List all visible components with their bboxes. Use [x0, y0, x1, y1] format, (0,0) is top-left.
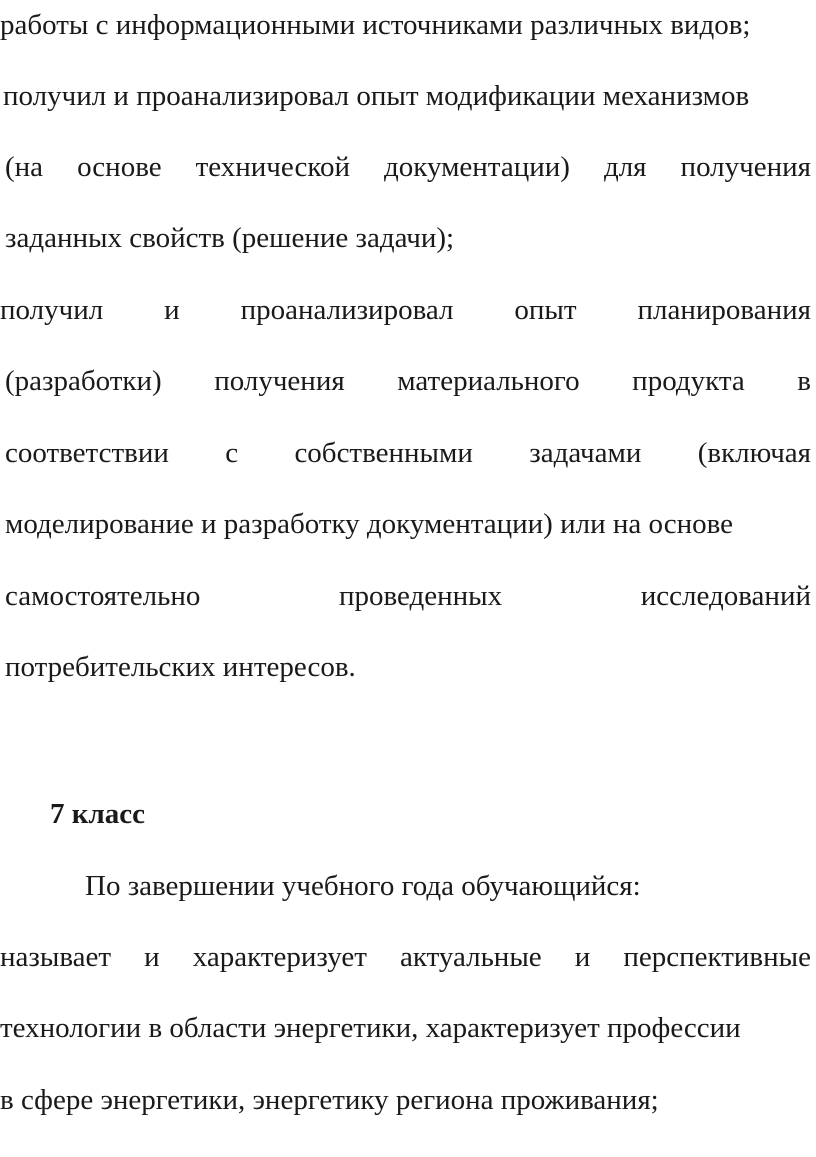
word: (разработки): [5, 365, 162, 397]
word: задачами: [529, 437, 642, 469]
text-line-justified: [5, 150, 811, 184]
text-line-justified: [5, 579, 811, 613]
word: документации): [384, 151, 570, 183]
text-line-justified: [0, 940, 811, 974]
word: технической: [195, 151, 350, 183]
word: исследований: [640, 580, 811, 612]
word: самостоятельно: [5, 580, 201, 612]
word: перспективные: [623, 941, 811, 973]
word: называет: [0, 941, 112, 973]
word: опыт: [514, 294, 577, 326]
word: актуальные: [399, 941, 542, 973]
text-line: получил и проанализировал опыт модификации механизмов: [3, 80, 750, 112]
word: материального: [397, 365, 580, 397]
word: получения: [214, 365, 345, 397]
word: планирования: [637, 294, 811, 326]
text-line: потребительских интересов.: [5, 651, 356, 683]
word: собственными: [294, 437, 473, 469]
word: с: [225, 437, 239, 469]
word: получил: [0, 294, 104, 326]
text-line-justified: [0, 293, 811, 327]
word: и: [164, 294, 180, 326]
word: и: [144, 941, 160, 973]
word: проанализировал: [240, 294, 454, 326]
word: основе: [77, 151, 162, 183]
word: характеризует: [192, 941, 367, 973]
text-line: моделирование и разработку документации) или на основе: [5, 508, 733, 540]
word: для: [603, 151, 647, 183]
text-line-justified: [5, 364, 811, 398]
section-heading: 7 класс: [50, 798, 145, 830]
text-line: в сфере энергетики, энергетику региона проживания;: [0, 1084, 659, 1116]
word: (включая: [697, 437, 811, 469]
word: в: [797, 365, 811, 397]
text-line-justified: [5, 436, 811, 470]
word: (на: [5, 151, 44, 183]
word: продукта: [632, 365, 745, 397]
intro-line: По завершении учебного года обучающийся:: [85, 870, 641, 902]
word: и: [574, 941, 591, 973]
word: проведенных: [338, 580, 503, 612]
word: получения: [680, 151, 811, 183]
text-line: технологии в области энергетики, характеризует профессии: [0, 1012, 741, 1044]
text-line: заданных свойств (решение задачи);: [5, 222, 455, 254]
word: соответствии: [5, 437, 169, 469]
text-line: работы с информационными источниками различных видов;: [0, 9, 751, 41]
